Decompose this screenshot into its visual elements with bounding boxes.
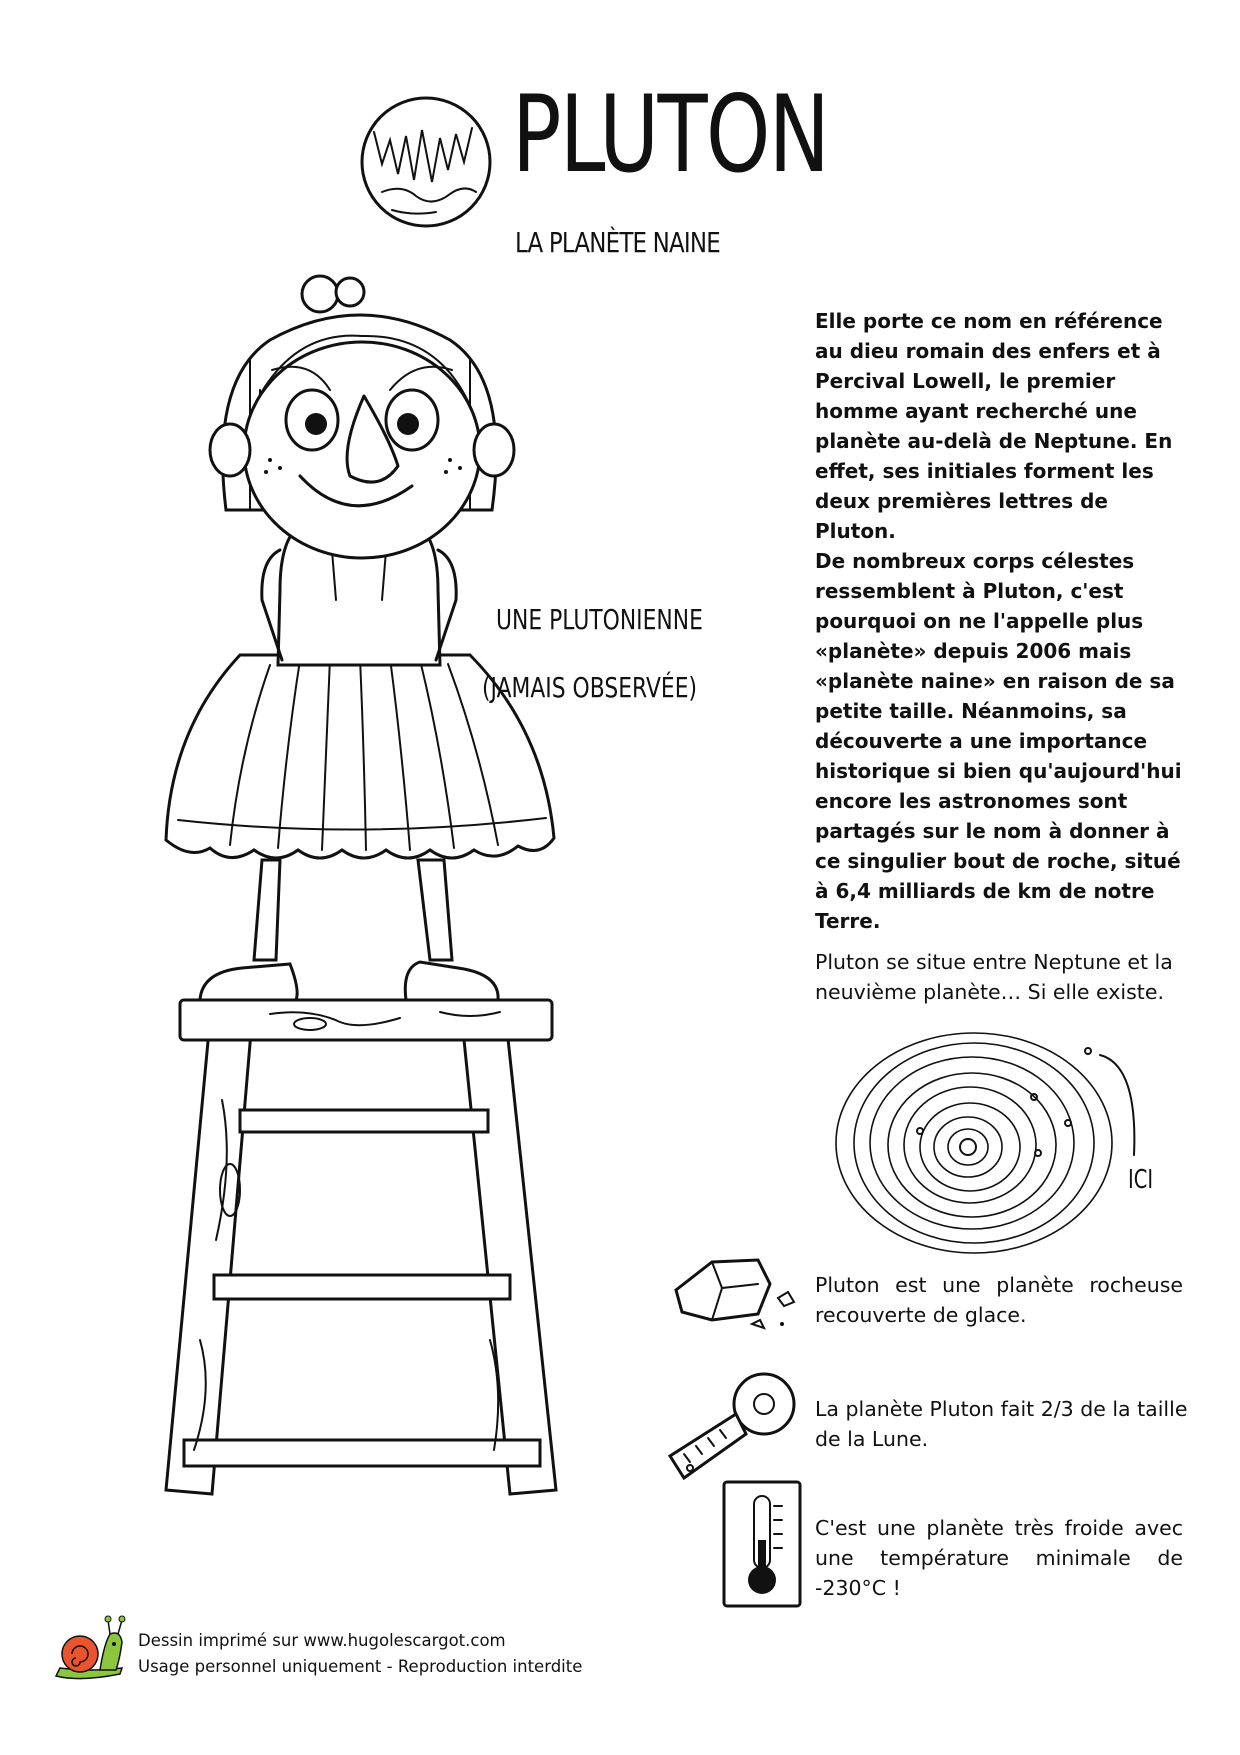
orbit-label: ICI [1128, 1165, 1154, 1195]
solar-system-orbits-diagram [838, 1035, 1168, 1265]
footer [138, 1628, 582, 1680]
main-text-block [815, 306, 1195, 936]
fact-size-text: La planète Pluton fait 2/3 de la taille de la Lune. [815, 1397, 1188, 1451]
snail-logo [50, 1614, 130, 1686]
thermometer-icon [722, 1480, 802, 1608]
main-text-paragraph-1: Elle porte ce nom en référence au dieu romain des enfers et à Percival Lowell, le premier homme ayant recherché une planète au-delà de Neptune. En effet, ses initiales forment les deux premières lettres de Pluton. [815, 309, 1173, 543]
pluto-planet-icon [352, 92, 500, 232]
orbit-text: Pluton se situe entre Neptune et la neuvième planète… Si elle existe. [815, 950, 1173, 1004]
footer-line-2: Usage personnel uniquement - Reproduction interdite [138, 1657, 583, 1676]
rock-icon [670, 1254, 808, 1336]
plutonian-girl-on-ladder-illustration [150, 300, 570, 1510]
main-text-paragraph-2: De nombreux corps célestes ressemblent à Pluton, c'est pourquoi on ne l'appelle plus «planète» depuis 2006 mais «planète naine» en raison de sa petite taille. Néanmoins, sa découverte a une importance historique si bien qu'aujourd'hui encore les astronomes sont partagés sur le nom à donner à ce singulier bout de roche, situé à 6,4 milliards de km de notre Terre. [815, 549, 1182, 933]
fact-cold-text: C'est une planète très froide avec une température minimale de -230°C ! [815, 1516, 1183, 1600]
tape-measure-icon [664, 1364, 802, 1484]
footer-line-1: Dessin imprimé sur www.hugolescargot.com [138, 1631, 506, 1650]
page-title: PLUTON [512, 73, 829, 196]
page-subtitle: LA PLANÈTE NAINE [515, 226, 720, 259]
illustration-caption-line2: (JAMAIS OBSERVÉE) [482, 671, 698, 704]
illustration-caption-line1: UNE PLUTONIENNE [496, 603, 703, 636]
fact-rock-text: Pluton est une planète rocheuse recouverte de glace. [815, 1273, 1183, 1327]
